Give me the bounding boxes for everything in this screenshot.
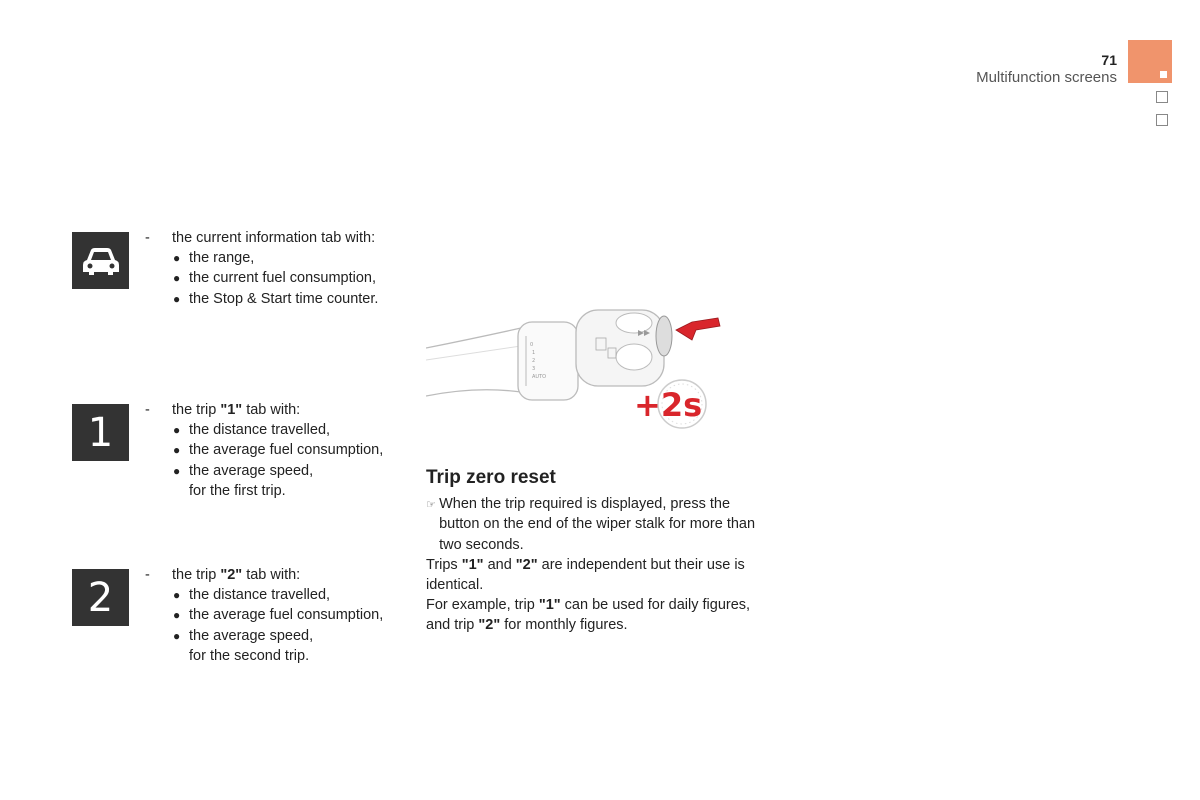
stalk-mark: 3 bbox=[532, 366, 536, 372]
list-item: ● the current fuel consumption, bbox=[173, 270, 376, 287]
badge-text: +2s bbox=[634, 386, 703, 424]
trip-1-block: - the trip "1" tab with: ● the distance travelled, ● the average fuel consumption, ● the average speed, for the first trip. bbox=[145, 400, 383, 501]
nav-square-2 bbox=[1156, 114, 1168, 126]
step-text: When the trip required is displayed, press the button on the end of the wiper stalk for more than two seconds. bbox=[439, 496, 756, 553]
current-tab-block bbox=[145, 228, 378, 309]
trip-1-icon: 1 bbox=[72, 404, 129, 461]
list-item: ● the distance travelled, bbox=[173, 587, 331, 604]
section-title: Multifunction screens bbox=[976, 69, 1117, 86]
pointer-icon: ☞ bbox=[426, 499, 436, 512]
current-tab-list bbox=[145, 248, 378, 309]
list-item: ● the average fuel consumption, bbox=[173, 607, 384, 624]
stalk-mark: 2 bbox=[532, 358, 536, 364]
list-item: ● the Stop & Start time counter. bbox=[173, 290, 379, 307]
list-item: ● the average speed, bbox=[173, 627, 314, 644]
trip-2-block: - the trip "2" tab with: ● the distance travelled, ● the average fuel consumption, ● the average speed, for the second trip. bbox=[145, 565, 383, 666]
tab-dot bbox=[1160, 71, 1167, 78]
section-heading: Trip zero reset bbox=[426, 467, 556, 488]
page-number: 71 bbox=[1101, 52, 1117, 68]
section-tab-marker bbox=[1128, 40, 1172, 83]
paragraph-example: For example, trip "1" can be used for daily figures, and trip "2" for monthly figures. bbox=[426, 597, 751, 634]
list-item: ● the range, bbox=[173, 250, 255, 267]
nav-square-1 bbox=[1156, 91, 1168, 103]
wiper-stalk-illustration bbox=[426, 300, 726, 435]
press-arrow-icon bbox=[676, 318, 720, 340]
list-item: ● the average fuel consumption, bbox=[173, 442, 384, 459]
trip-2-tail: for the second trip. bbox=[189, 647, 310, 664]
list-item: ● the average speed, bbox=[173, 462, 314, 479]
stalk-mark: AUTO bbox=[532, 374, 547, 380]
trip-1-tail: for the first trip. bbox=[189, 482, 286, 499]
dash: - bbox=[145, 230, 150, 246]
stalk-mark: 0 bbox=[530, 342, 534, 348]
hold-two-seconds-badge bbox=[634, 380, 706, 428]
trip-zero-reset-section bbox=[426, 468, 766, 636]
trip-1-list bbox=[145, 420, 383, 481]
stalk-mark: 1 bbox=[532, 350, 536, 356]
current-tab-lead: the current information tab with: bbox=[172, 230, 376, 246]
trip-2-list bbox=[145, 585, 383, 646]
trip-2-icon: 2 bbox=[72, 569, 129, 626]
list-item: ● the distance travelled, bbox=[173, 422, 331, 439]
car-icon bbox=[72, 232, 129, 289]
instruction-step bbox=[426, 494, 766, 555]
paragraph-trips: Trips "1" and "2" are independent but their use is identical. bbox=[426, 556, 745, 594]
